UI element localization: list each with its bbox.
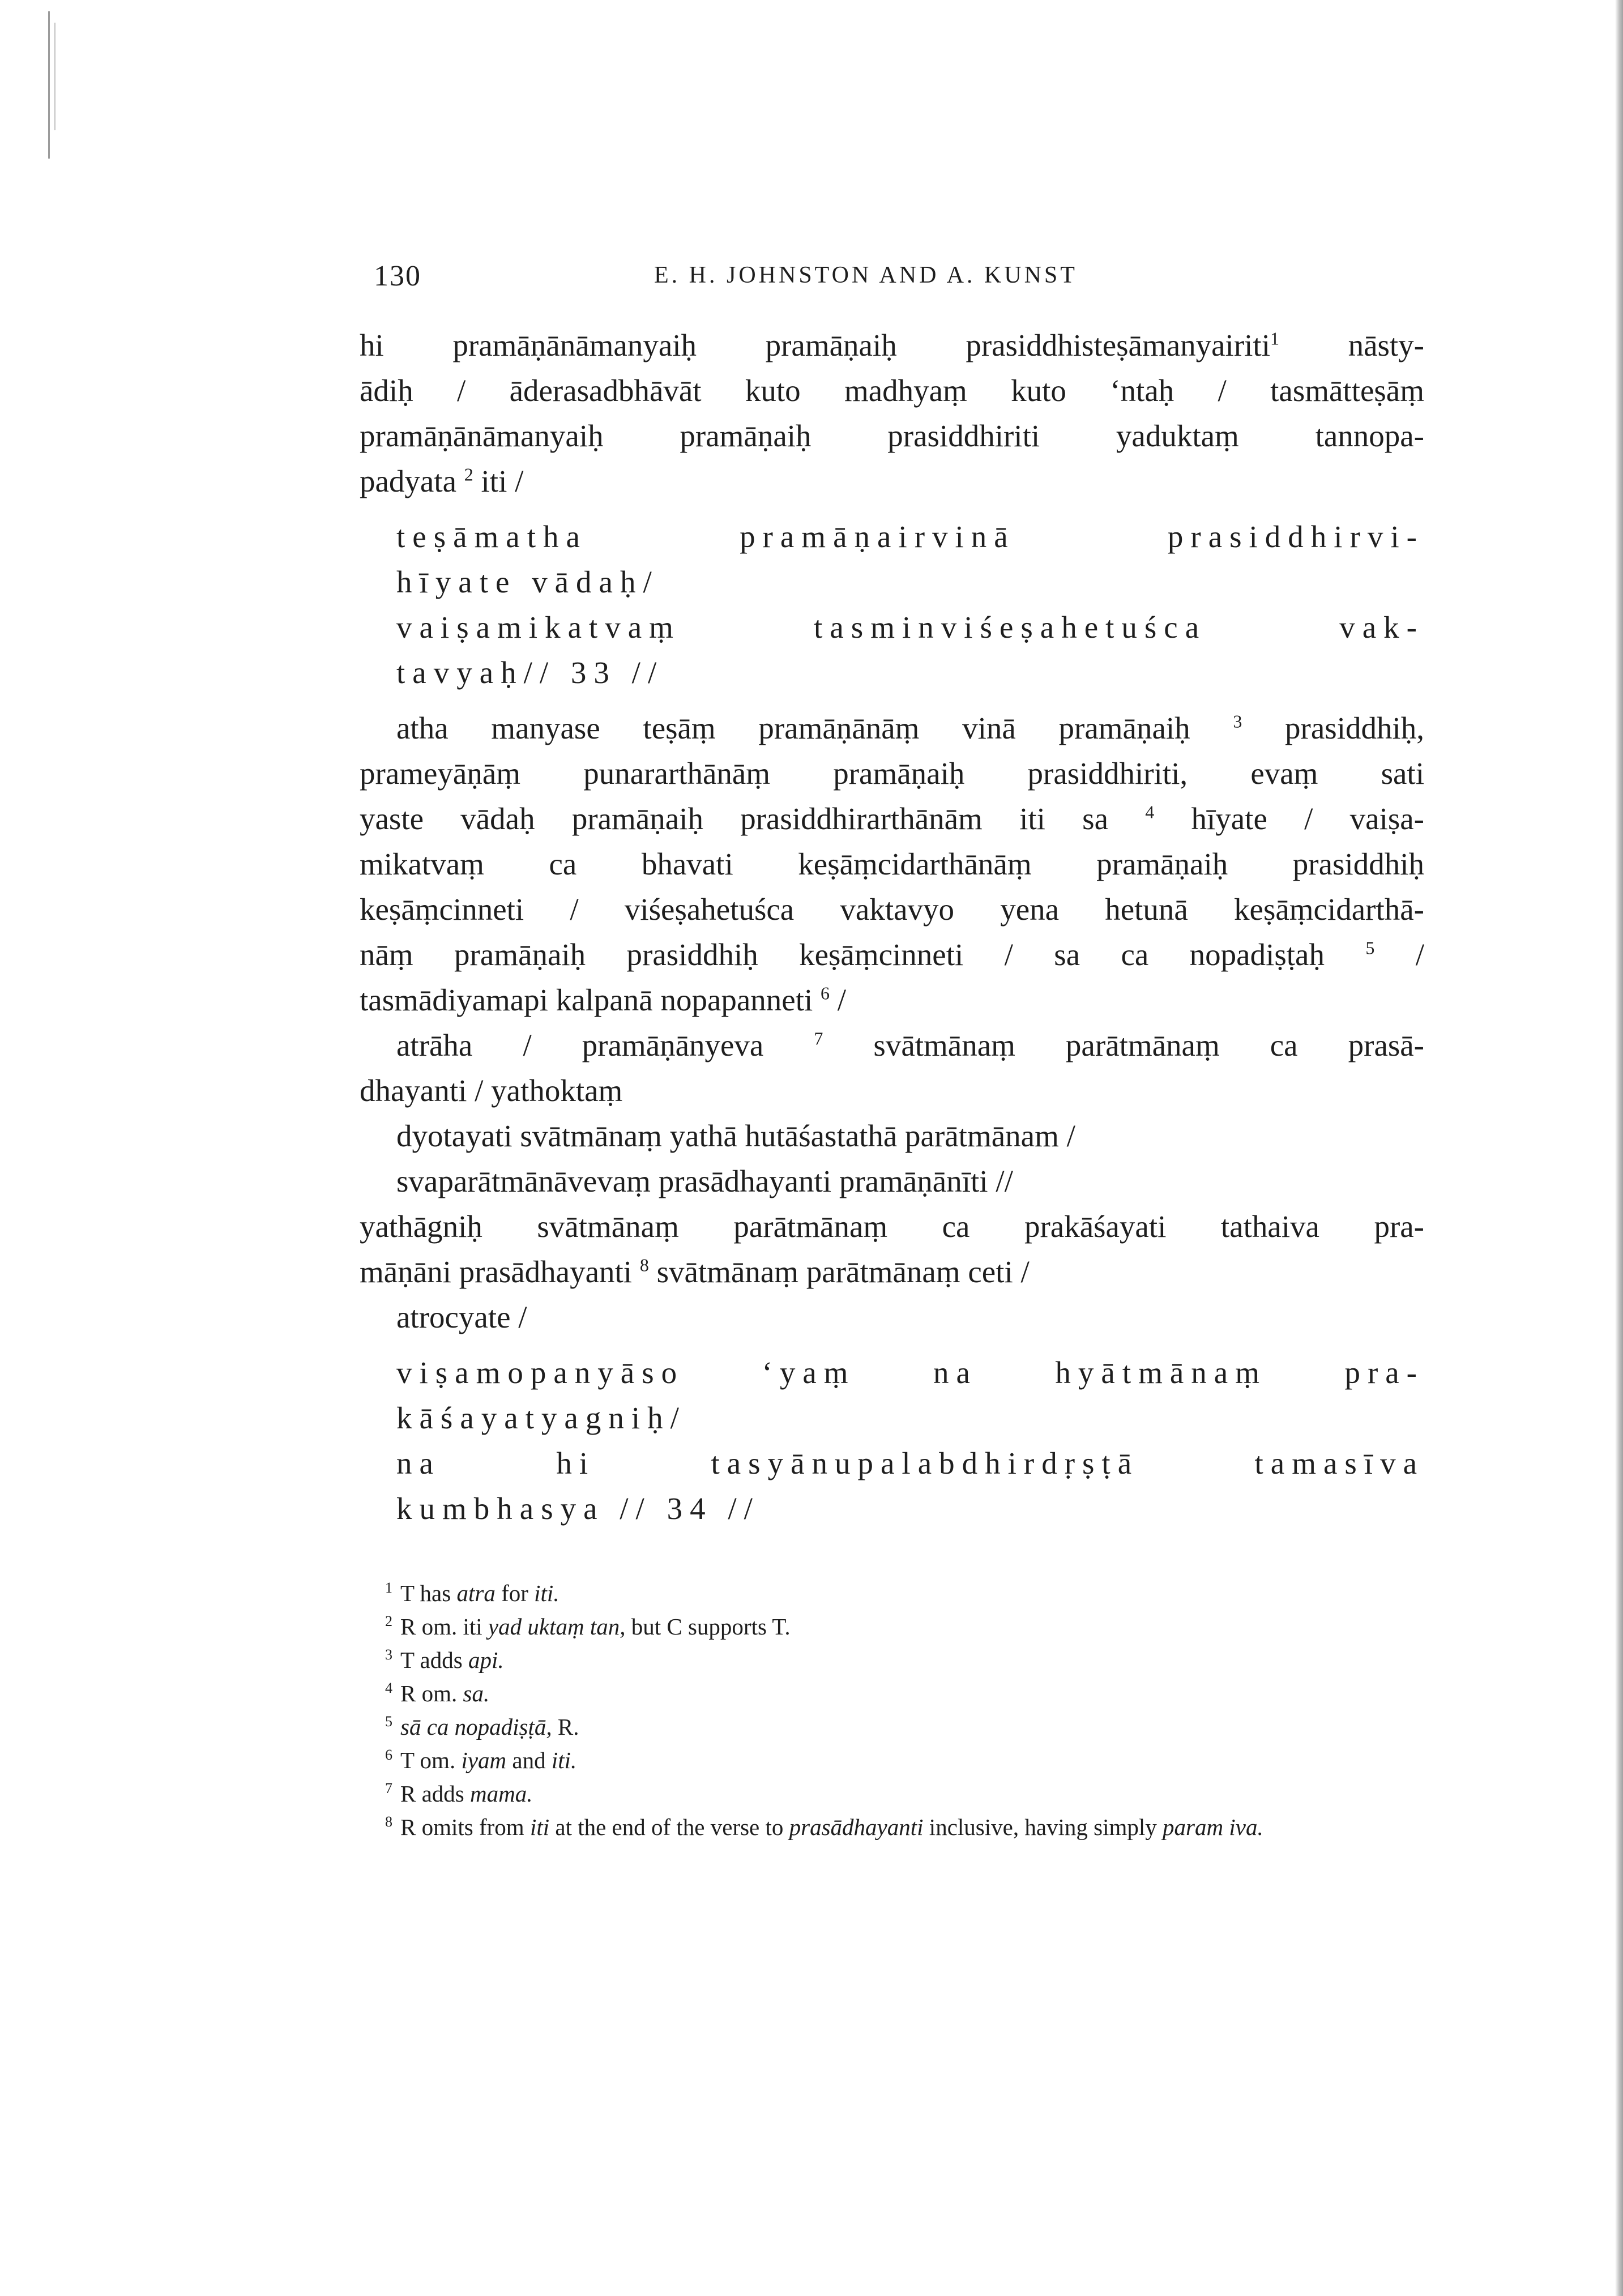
footnote-number: 6 <box>385 1747 392 1764</box>
footnote-text: R. <box>552 1714 579 1740</box>
footnote-text: but C supports T. <box>625 1614 791 1640</box>
text-line: prameyāṇāṃ punararthānāṃ pramāṇaiḥ prasiddhiriti, evaṃ sati <box>360 756 1424 791</box>
scan-right-edge-shadow <box>1615 0 1623 2296</box>
footnote-text: at the end of the verse to <box>549 1814 789 1840</box>
footnote-text: sā ca nopadiṣṭā, <box>400 1714 552 1740</box>
text-line: mikatvaṃ ca bhavati keṣāṃcidarthānāṃ pramāṇaiḥ prasiddhiḥ <box>360 847 1424 881</box>
footnote-text: R adds <box>400 1781 470 1807</box>
verse-line: dyotayati svātmānaṃ yathā hutāśastathā parātmānam / <box>396 1119 1075 1153</box>
footnote-text: T om. <box>400 1747 462 1773</box>
text-line: pramāṇānāmanyaiḥ pramāṇaiḥ prasiddhiriti yaduktaṃ tannopa- <box>360 419 1424 453</box>
footnote-6 <box>360 1744 1424 1777</box>
text-line: hi pramāṇānāmanyaiḥ pramāṇaiḥ prasiddhisteṣāmanyairiti$^1$ nāsty- <box>360 328 1424 362</box>
footnote-4 <box>360 1677 1424 1710</box>
text-line: yathāgniḥ svātmānaṃ parātmānaṃ ca prakāśayati tathaiva pra- <box>360 1209 1424 1244</box>
text-line: atha manyase teṣāṃ pramāṇānāṃ vinā pramāṇaiḥ $^3$ prasiddhiḥ, <box>396 711 1425 745</box>
footnote-ref: 7 <box>814 1028 823 1049</box>
footnote-text: param iva. <box>1163 1814 1263 1840</box>
footnote-number: 3 <box>385 1646 392 1663</box>
footnote-text: and <box>506 1747 552 1773</box>
verse-line: na hi tasyānupalabdhirdṛṣṭā tamasīva <box>396 1446 1424 1480</box>
footnote-ref: 8 <box>639 1254 649 1275</box>
verse-line: hīyate vādaḥ/ <box>396 565 659 599</box>
paragraph-2 <box>360 706 1424 1023</box>
verse-line: kāśayatyagniḥ/ <box>396 1401 686 1435</box>
footnote-ref: 5 <box>1365 937 1375 958</box>
footnote-text: T has <box>400 1580 457 1606</box>
footnote-ref: 4 <box>1145 801 1155 822</box>
footnote-1 <box>360 1577 1424 1610</box>
text-line: tasmādiyamapi kalpanā nopapanneti $^6$ / <box>360 983 847 1017</box>
paragraph-4 <box>360 1204 1424 1340</box>
scan-margin-line <box>48 11 50 159</box>
footnote-text: for <box>495 1580 535 1606</box>
footnote-ref: 2 <box>464 464 473 485</box>
footnote-number: 8 <box>385 1813 392 1830</box>
footnote-text: R omits from <box>400 1814 530 1840</box>
footnote-number: 4 <box>385 1680 392 1697</box>
footnote-text: sa. <box>463 1680 490 1706</box>
verse-line: viṣamopanyāso ‘yaṃ na hyātmānaṃ pra- <box>396 1355 1424 1390</box>
text-line: yaste vādaḥ pramāṇaiḥ prasiddhirarthānām iti sa $^4$ hīyate / vaiṣa- <box>360 801 1424 836</box>
quoted-verse <box>360 1113 1424 1204</box>
footnote-text: prasādhayanti <box>789 1814 924 1840</box>
paragraph-3 <box>360 1023 1424 1113</box>
verse-line: tavyaḥ// 33 // <box>396 655 664 690</box>
footnote-ref: 1 <box>1270 328 1279 349</box>
footnote-text: iti. <box>551 1747 577 1773</box>
footnote-number: 1 <box>385 1580 392 1597</box>
footnote-2 <box>360 1610 1424 1644</box>
page-header <box>360 249 1424 295</box>
footnote-8 <box>360 1811 1424 1844</box>
footnote-text: iti. <box>534 1580 559 1606</box>
page-number: 130 <box>374 260 421 292</box>
text-line: dhayanti / yathoktaṃ <box>360 1073 623 1108</box>
footnote-text: mama. <box>470 1781 533 1807</box>
verse-line: teṣāmatha pramāṇairvinā prasiddhirvi- <box>396 519 1424 554</box>
footnote-number: 7 <box>385 1780 392 1797</box>
footnote-number: 2 <box>385 1613 392 1630</box>
footnote-3 <box>360 1644 1424 1677</box>
text-line: māṇāni prasādhayanti $^8$ svātmānaṃ parātmānaṃ ceti / <box>360 1254 1030 1289</box>
footnote-5 <box>360 1710 1424 1744</box>
footnote-text: atra <box>456 1580 496 1606</box>
main-text <box>360 323 1424 1531</box>
footnote-ref: 3 <box>1233 711 1242 732</box>
footnote-text: R om. iti <box>400 1614 488 1640</box>
text-line: atrāha / pramāṇānyeva $^7$ svātmānaṃ parātmānaṃ ca prasā- <box>396 1028 1424 1062</box>
footnote-text: inclusive, having simply <box>923 1814 1163 1840</box>
text-line: padyata $^2$ iti / <box>360 464 524 498</box>
text-line: ādiḥ / āderasadbhāvāt kuto madhyaṃ kuto ‘ntaḥ / tasmātteṣāṃ <box>360 373 1424 408</box>
text-line: nāṃ pramāṇaiḥ prasiddhiḥ keṣāṃcinneti / sa ca nopadiṣṭaḥ $^5$ / <box>360 937 1424 972</box>
verse-34 <box>360 1350 1424 1531</box>
footnotes <box>360 1577 1424 1844</box>
footnote-text: api. <box>468 1647 504 1673</box>
verse-line: svaparātmānāvevaṃ prasādhayanti pramāṇānīti // <box>396 1164 1013 1198</box>
footnote-text: yad uktaṃ tan, <box>488 1614 626 1640</box>
footnote-ref: 6 <box>821 983 830 1004</box>
verse-line: vaiṣamikatvaṃ tasminviśeṣahetuśca vak- <box>396 610 1424 645</box>
verse-33 <box>360 514 1424 695</box>
footnote-text: T adds <box>400 1647 468 1673</box>
paragraph-1 <box>360 323 1424 504</box>
running-head: E. H. JOHNSTON AND A. KUNST <box>654 262 1078 288</box>
verse-line: kumbhasya // 34 // <box>396 1491 760 1526</box>
footnote-number: 5 <box>385 1713 392 1730</box>
text-line: atrocyate / <box>396 1300 527 1334</box>
scan-margin-line-secondary <box>54 23 55 130</box>
footnote-text: iyam <box>461 1747 507 1773</box>
text-line: keṣāṃcinneti / viśeṣahetuśca vaktavyo yena hetunā keṣāṃcidarthā- <box>360 892 1424 927</box>
footnote-text: R om. <box>400 1680 463 1706</box>
book-page <box>360 249 1424 1844</box>
footnote-text: iti <box>529 1814 550 1840</box>
footnote-7 <box>360 1777 1424 1811</box>
